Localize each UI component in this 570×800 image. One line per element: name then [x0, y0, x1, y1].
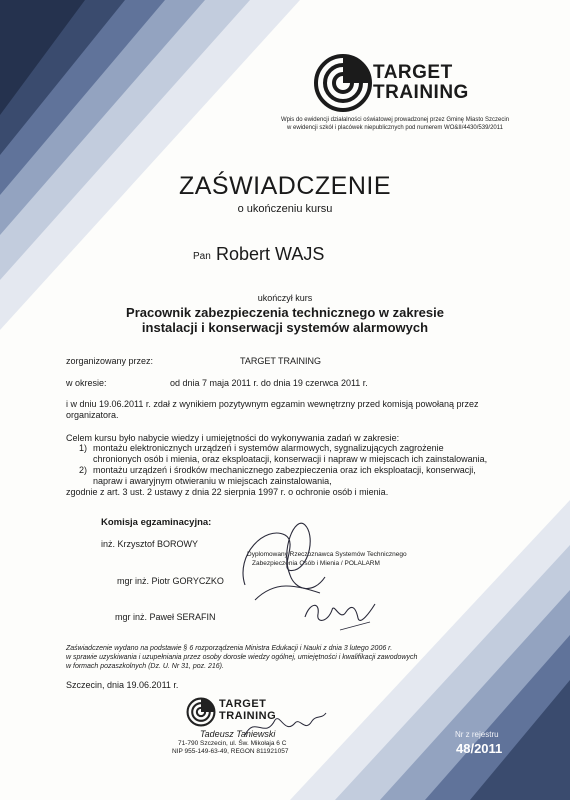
course-name-line1: Pracownik zabezpieczenia technicznego w zakresie	[126, 305, 444, 320]
stamp-address: 71-790 Szczecin, ul. Św. Mikołaja 6 C	[178, 740, 287, 747]
completed-label: ukończył kurs	[257, 293, 313, 303]
skills-intro: Celem kursu było nabycie wiedzy i umiejętności do wykonywania zadań w zakresie:	[66, 433, 400, 443]
signature-serafin	[300, 592, 380, 632]
stamp-target-logo-icon	[186, 697, 216, 727]
signature-taniewski	[240, 705, 330, 745]
skill-1-number: 1)	[79, 443, 88, 453]
place-date: Szczecin, dnia 19.06.2011 r.	[66, 680, 179, 690]
skill-2-line2: napraw i awaryjnym otwieraniu w miejscach zainstalowania,	[93, 476, 332, 486]
recipient-prefix: Pan	[193, 251, 211, 262]
footnote-line1: Zaświadczenie wydano na podstawie § 6 rozporządzenia Ministra Edukacji i Nauki z dnia 3 lutego 2006 r.	[66, 645, 393, 652]
certificate-subtitle: o ukończeniu kursu	[237, 203, 333, 215]
skill-2-line1: montażu urządzeń i środków mechanicznego zabezpieczenia oraz ich eksploatacji, konserwacji,	[93, 465, 476, 475]
recipient-name: Robert WAJS	[216, 244, 325, 264]
period-value: od dnia 7 maja 2011 r. do dnia 19 czerwca 2011 r.	[170, 378, 368, 388]
skill-1-line1: montażu elektronicznych urządzeń i systemów alarmowych, sygnalizujących zagrożenie	[93, 443, 444, 453]
period-label: w okresie:	[66, 378, 107, 388]
footnote-line2: w sprawie uzyskiwania i uzupełniania przez osoby dorosłe wiedzy ogólnej, umiejętności i kwalifikacji zawodowych	[66, 654, 418, 661]
skill-2-number: 2)	[79, 465, 88, 475]
logo-text-target: TARGET	[373, 62, 453, 83]
legal-basis: zgodnie z art. 3 ust. 2 ustawy z dnia 22 sierpnia 1997 r. o ochronie osób i mienia.	[66, 487, 389, 497]
expert-stamp-line1: Dyplomowany Rzeczoznawca Systemów Technicznego	[247, 551, 407, 558]
registry-entry-line2: w ewidencji szkół i placówek niepublicznych pod numerem WO&II/4430/539/2011	[286, 125, 503, 131]
expert-stamp-line2: Zabezpieczenia Osób i Mienia / POLALARM	[252, 560, 380, 567]
footnote-line3: w formach pozaszkolnych (Dz. U. Nr 31, poz. 216).	[66, 663, 224, 670]
stamp-text-target: TARGET	[219, 698, 267, 710]
certificate-title: ZAŚWIADCZENIE	[178, 172, 392, 200]
logo-text-training: TRAINING	[373, 82, 469, 103]
commission-member-3: mgr inż. Paweł SERAFIN	[115, 612, 216, 622]
commission-member-1: inż. Krzysztof BOROWY	[101, 539, 199, 549]
stamp-signatory-name: Tadeusz Taniewski	[200, 729, 276, 739]
exam-text-line2: organizatora.	[66, 410, 119, 420]
registry-entry-line1: Wpis do ewidencji działalności oświatowej prowadzonej przez Gminę Miasto Szczecin	[280, 117, 510, 123]
stamp-tax-ids: NIP 955-149-63-49, REGON 811921057	[172, 748, 289, 755]
organized-label: zorganizowany przez:	[66, 356, 154, 366]
target-logo-icon	[314, 54, 372, 112]
commission-heading: Komisja egzaminacyjna:	[101, 517, 212, 528]
registry-label: Nr z rejestru	[455, 730, 499, 739]
registry-number: 48/2011	[456, 741, 503, 756]
commission-member-2: mgr inż. Piotr GORYCZKO	[117, 576, 224, 586]
stamp-text-training: TRAINING	[219, 710, 277, 722]
skill-1-line2: chronionych osób i mienia, oraz eksploatacji, konserwacji i napraw w miejscach ich zainstalowania,	[93, 454, 488, 464]
exam-text-line1: i w dniu 19.06.2011 r. zdał z wynikiem pozytywnym egzamin wewnętrzny przed komisją powołaną przez	[66, 399, 479, 409]
organized-value: TARGET TRAINING	[240, 356, 322, 366]
course-name-line2: instalacji i konserwacji systemów alarmowych	[141, 320, 429, 335]
